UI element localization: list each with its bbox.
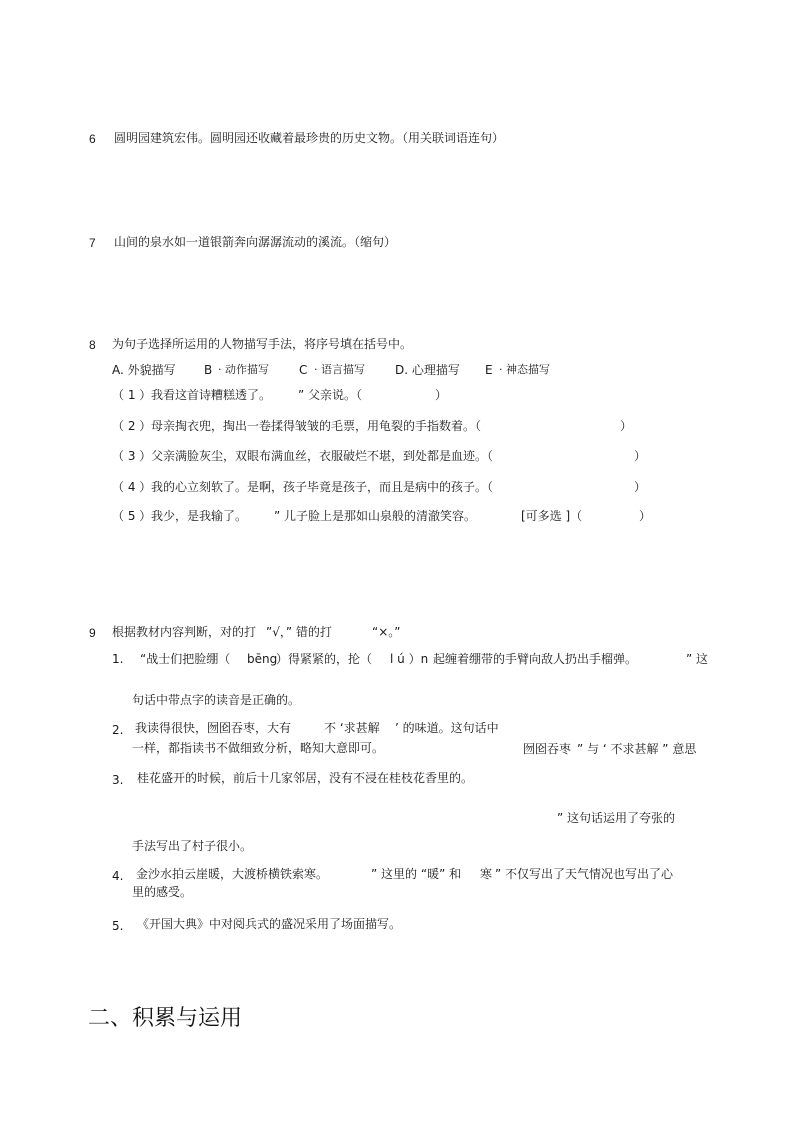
q8-option-b-text: · 动作描写 — [218, 363, 269, 376]
q8-item-close: ） — [639, 509, 652, 523]
q9-item-number: 1. — [112, 652, 124, 666]
q9-item-text-c: ’ 的味道。这句话中 — [395, 721, 499, 735]
q9-item-pinyin-2: l ú ）n — [390, 652, 429, 666]
q8-item-text: 我看这首诗糟糕透了。 — [151, 388, 272, 402]
q9-item-text-d: 一样，都指读书不做细致分析，略知大意即可。 — [132, 741, 385, 755]
q9-item-text-f: ” 与 ‘ 不求甚解 ” 意思 — [577, 742, 697, 756]
q9-item-text-d: ” 不仅写出了天气情况也写出了心 — [495, 867, 674, 881]
q9-number: 9 — [89, 626, 96, 640]
q8-item-text: 我的心立刻软了。是啊，孩子毕竟是孩子，而且是病中的孩子。（ — [151, 480, 494, 494]
q8-item-text: 母亲掏衣兜，掏出一卷揉得皱皱的毛票，用龟裂的手指数着。（ — [151, 419, 482, 433]
q9-item-text-e: 起缠着绷带的手臂向敌人扔出手榴弹。 — [433, 652, 638, 666]
q8-item-text: 我少，是我输了。 — [151, 509, 248, 523]
q8-item-tail: ” 父亲说。（ — [298, 388, 363, 402]
q9-item-number: 3. — [112, 773, 124, 787]
q8-text: 为句子选择所运用的人物描写手法，将序号填在括号中。 — [112, 337, 413, 351]
q6-number: 6 — [89, 132, 96, 146]
q8-item-extra: [可多选 ]（ — [521, 509, 583, 523]
q8-item-text: 父亲满脸灰尘，双眼布满血丝，衣服破烂不堪，到处都是血迹。（ — [151, 449, 494, 463]
q8-option-e-text: · 神态描写 — [499, 363, 550, 376]
q9-text-b: ”√，” 错的打 — [266, 625, 332, 639]
q8-item-mark: （ 4 ） — [112, 480, 152, 494]
q9-text: 根据教材内容判断，对的打 — [112, 625, 257, 639]
q8-item-close: ） — [620, 419, 633, 433]
section-heading: 二、积累与运用 — [88, 1006, 243, 1031]
q8-item-close: ） — [634, 480, 647, 494]
q9-item-text-a: 桂花盛开的时候，前后十几家邻居，没有不浸在桂枝花香里的。 — [137, 771, 474, 785]
q8-option-b-letter: B — [204, 363, 213, 377]
q9-item-text-g: 句话中带点字的读音是正确的。 — [132, 693, 301, 707]
q9-item-number: 2. — [112, 723, 124, 737]
q9-item-number: 4. — [112, 869, 124, 883]
q9-item-text-b: ” 这里的 “暖” 和 — [371, 867, 462, 881]
q8-option-c-letter: C — [299, 363, 308, 377]
q9-item-text-b: 不 ‘求甚解 — [324, 721, 380, 735]
q8-option-a: A. 外貌描写 — [112, 363, 176, 377]
q8-item-mark: （ 3 ） — [112, 449, 152, 463]
q8-item-close: ） — [634, 449, 647, 463]
q7-text: 山间的泉水如一道银箭奔向潺潺流动的溪流。（缩句） — [114, 235, 397, 249]
q9-item-number: 5. — [112, 919, 124, 933]
q9-item-text-c: ）得紧紧的，抡（ — [276, 652, 373, 666]
q8-item-mark: （ 1 ） — [112, 388, 152, 402]
q9-item-pinyin: bēng — [247, 652, 278, 666]
q9-item-text-a: 金沙水拍云崖暖，大渡桥横铁索寒。 — [136, 867, 329, 881]
q9-item-text-c: 寒 — [480, 867, 493, 881]
q8-item-tail: ” 儿子脸上是那如山泉般的清澈笑容。 — [274, 509, 477, 523]
q9-item-text-f: ” 这 — [686, 652, 709, 666]
q9-item-text-a: “战士们把脸绷（ — [140, 652, 231, 666]
q8-option-d: D. 心理描写 — [395, 363, 460, 377]
q9-item-text-a: 《开国大典》中对阅兵式的盛况采用了场面描写。 — [137, 917, 402, 931]
q6-text: 圆明园建筑宏伟。圆明园还收藏着最珍贵的历史文物。（用关联词语连句） — [114, 131, 505, 145]
q9-item-text-c: 手法写出了村子很小。 — [132, 839, 253, 853]
q9-item-text-a: 我读得很快，囫囵吞枣，大有 — [135, 721, 292, 735]
q8-option-e-letter: E — [485, 363, 493, 377]
q7-number: 7 — [89, 236, 96, 250]
q8-item-close: ） — [435, 388, 448, 402]
q8-item-mark: （ 5 ） — [112, 509, 152, 523]
q9-item-text-e: 里的感受。 — [132, 885, 193, 899]
q9-item-text-b: ” 这句话运用了夸张的 — [557, 811, 676, 825]
q9-item-text-e: 囫囵吞枣 — [523, 742, 572, 756]
q8-item-mark: （ 2 ） — [112, 419, 152, 433]
q8-option-c-text: · 语言描写 — [314, 363, 365, 376]
q9-text-c: “×。” — [372, 625, 401, 639]
q8-number: 8 — [89, 338, 96, 352]
